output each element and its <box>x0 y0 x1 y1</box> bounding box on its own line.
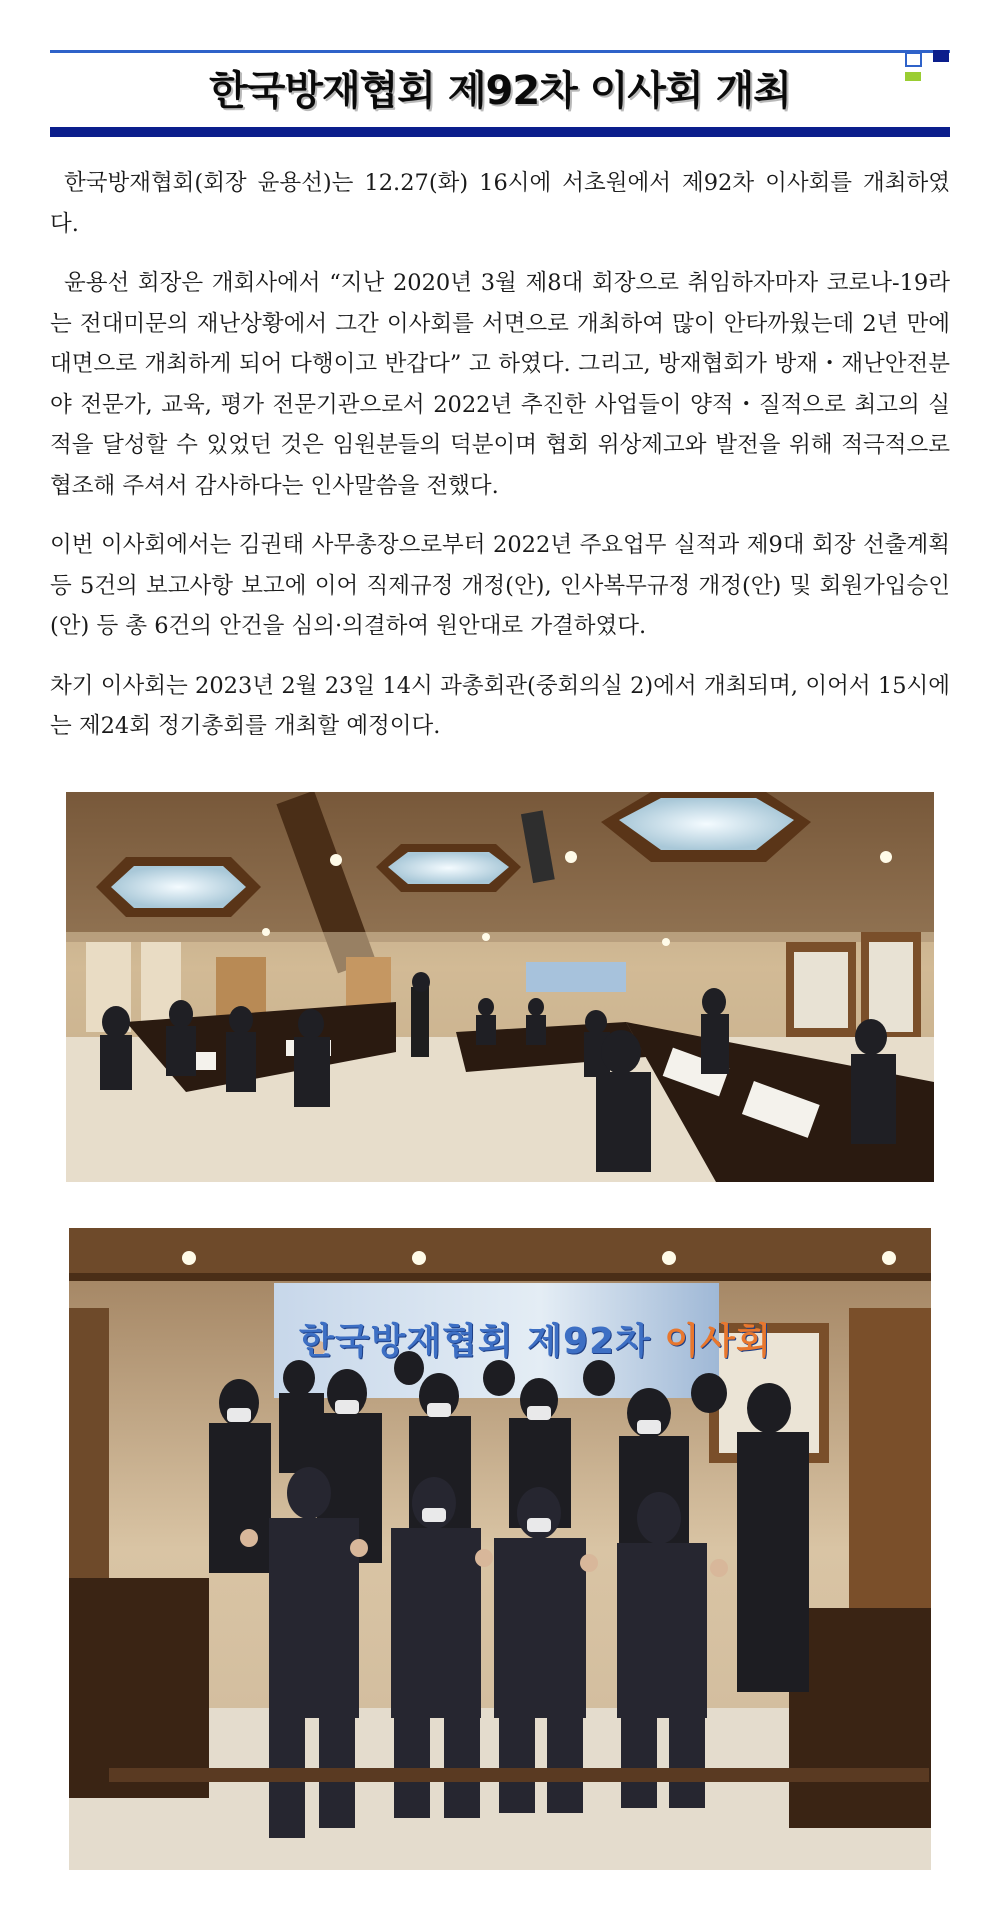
article-paragraph: 차기 이사회는 2023년 2월 23일 14시 과총회관(중회의실 2)에서 개최되며, 이어서 15시에는 제24회 정기총회를 개최할 예정이다. <box>50 672 950 739</box>
page-title: 한국방재협회 제92차 이사회 개최 <box>209 68 791 114</box>
header-bottom-rule <box>50 127 950 137</box>
outline-square-icon <box>905 52 922 67</box>
corner-decoration-icon <box>905 48 953 88</box>
banner-text <box>299 1313 772 1364</box>
green-square-icon <box>905 72 921 81</box>
article-paragraph: 윤용선 회장은 개회사에서 “지난 2020년 3월 제8대 회장으로 취임하자마자 코로나-19라는 전대미문의 재난상황에서 그간 이사회를 서면으로 개최하여 많이 안타까웠는데 2년 만에 대면으로 개최하게 되어 다행이고 반갑다” 고 하였다. 그리고, 방재협회가 방재・재난안전분야 전문가, 교육, 평가 전문기관으로서 2022년 추진한 사업들이 양적・질적으로 최고의 실적을 달성할 수 있었던 것은 임원분들의 덕분이며 협회 위상제고와 발전을 위해 적극적으로 협조해 주셔서 감사하다는 인사말씀을 전했다. <box>50 270 950 499</box>
article-body <box>50 163 950 766</box>
banner-accent-text: 이사회 <box>664 1321 772 1362</box>
article-paragraph: 한국방재협회(회장 윤용선)는 12.27(화) 16시에 서초원에서 제92차 이사회를 개최하였다. <box>50 170 950 237</box>
meeting-room-photo <box>66 792 934 1182</box>
meeting-room-illustration <box>66 792 934 1182</box>
article-paragraph: 이번 이사회에서는 김권태 사무총장으로부터 2022년 주요업무 실적과 제9대 회장 선출계획 등 5건의 보고사항 보고에 이어 직제규정 개정(안), 인사복무규정 개정(안) 및 회원가입승인(안) 등 총 6건의 안건을 심의·의결하여 원안대로 가결하였다. <box>50 532 950 639</box>
navy-square-icon <box>933 50 949 62</box>
banner-main-text: 한국방재협회 제92차 <box>299 1321 651 1362</box>
header-top-rule <box>50 50 950 53</box>
group-photo <box>69 1228 931 1870</box>
